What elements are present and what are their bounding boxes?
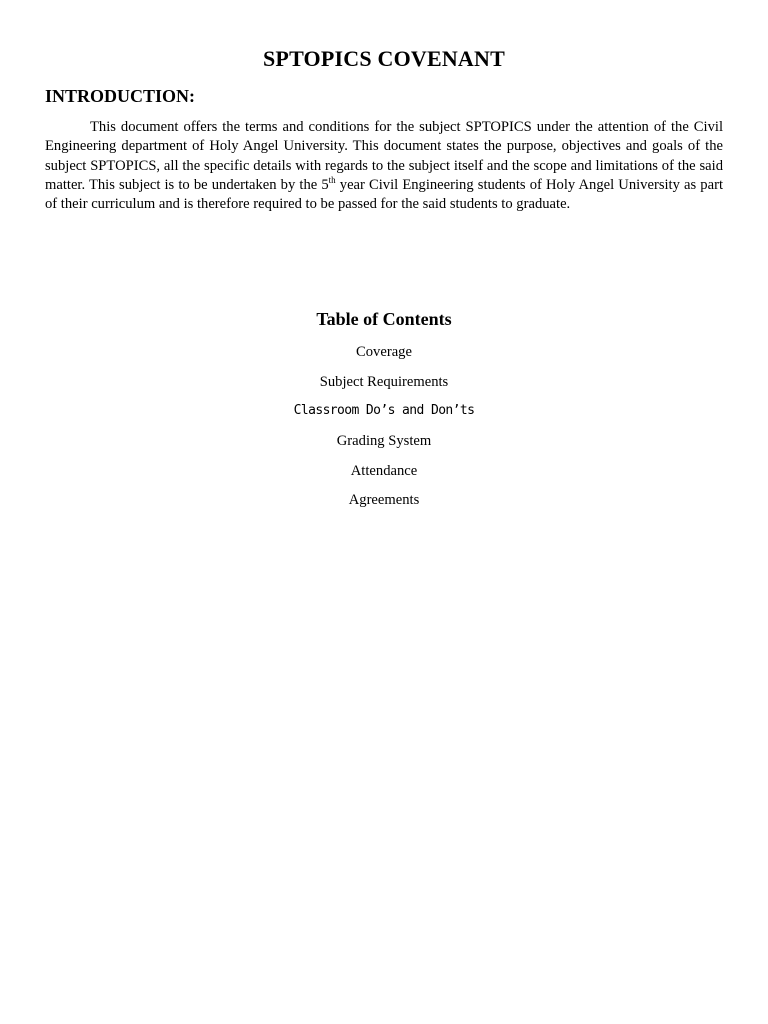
toc-item-attendance: Attendance: [350, 462, 418, 479]
toc-item-coverage: Coverage: [356, 344, 412, 360]
toc-item-subject-requirements: Subject Requirements: [319, 373, 449, 390]
toc-item-grading-system: Grading System: [336, 433, 432, 450]
introduction-text-part-1: This document offers the terms and conditions for the subject SPTOPICS under the attention of the Civil Engineering department of Holy Angel University. This document states the purpose, objectives and goals of the subject SPTOPICS, all the specific details with regards to the subject itself and the scope and limitations of the said matter. This subject is to be undertaken by the 5: [45, 119, 723, 193]
document-title: SPTOPICS COVENANT: [263, 46, 505, 71]
table-of-contents-list: [0, 342, 768, 520]
toc-item-classroom-dos-and-donts: Classroom Do’s and Don’ts: [293, 403, 475, 419]
toc-item-agreements: Agreements: [348, 492, 420, 509]
introduction-heading: INTRODUCTION:: [45, 86, 196, 106]
table-of-contents-title: Table of Contents: [316, 309, 452, 329]
introduction-paragraph: [45, 118, 723, 214]
introduction-text-part-2: year Civil Engineering students of Holy Angel University as part of their curriculum and is therefore required to be passed for the said students to graduate.: [45, 176, 723, 213]
ordinal-superscript: th: [328, 175, 336, 186]
